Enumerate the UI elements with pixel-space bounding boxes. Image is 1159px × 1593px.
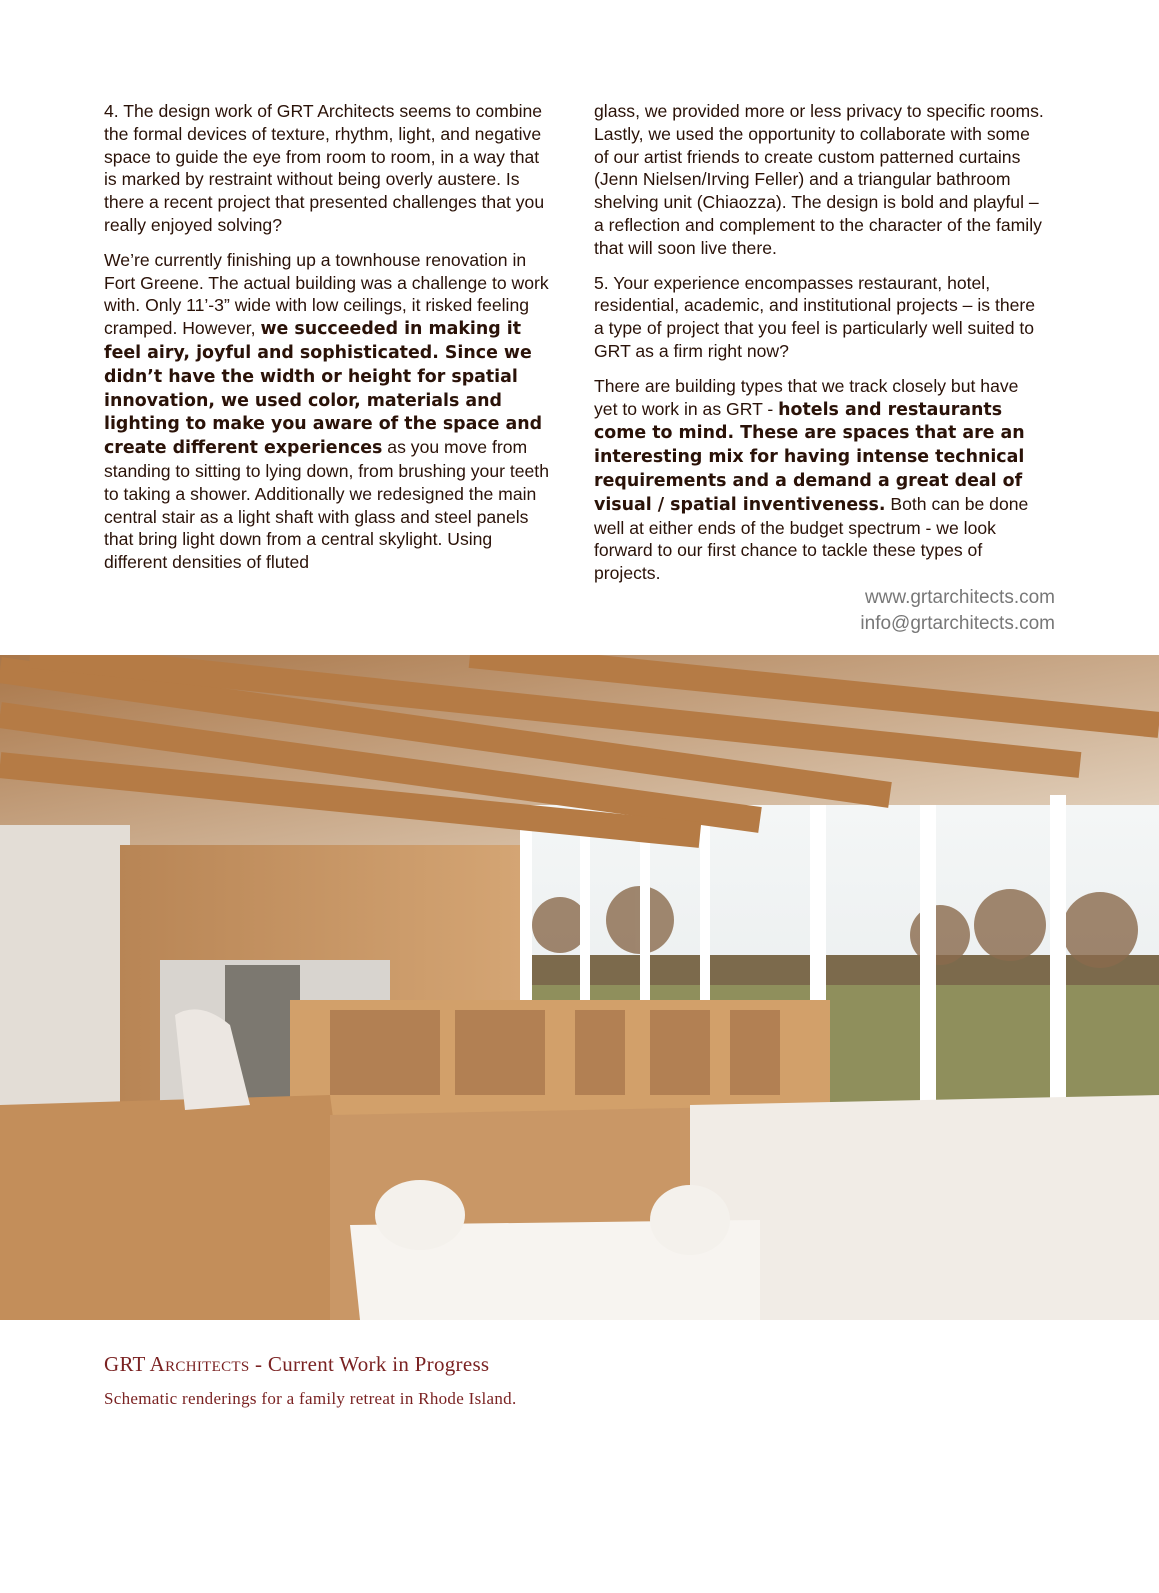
caption-title-rest: - Current Work in Progress <box>249 1352 490 1376</box>
answer-4 <box>104 249 554 574</box>
answer-4-continued: glass, we provided more or less privacy to specific rooms. Lastly, we used the opportunity to collaborate with some of our artist friends to create custom patterned curtains (Jenn Nielsen/Irving Feller) and a triangular bathroom shelving unit (Chiaozza). The design is bold and playful – a reflection and complement to the character of the family that will soon live there. <box>594 101 1044 258</box>
answer-4-text-a: We’re currently finishing up a townhouse renovation in Fort Greene. The actual building was a challenge to work with. Only 11’-3” wide with low ceilings, it risked feeling cramped. However, <box>104 249 549 339</box>
caption-title <box>104 1352 489 1377</box>
right-column <box>594 100 1046 597</box>
contact-block <box>860 585 1055 637</box>
left-column <box>104 100 554 586</box>
question-4: 4. The design work of GRT Architects seems to combine the formal devices of texture, rhythm, light, and negative space to guide the eye from room to room, in a way that is marked by restraint without being overly austere. Is there a recent project that presented challenges that you really enjoyed solving? <box>104 101 545 235</box>
website-link[interactable]: www.grtarchitects.com <box>864 587 1055 608</box>
question-5: 5. Your experience encompasses restaurant, hotel, residential, academic, and institutional projects – is there a type of project that you feel is particularly well suited to GRT as a firm right now? <box>594 272 1036 361</box>
interior-rendering-image <box>0 655 1159 1320</box>
answer-5-bold: hotels and restaurants come to mind. These are spaces that are an interesting mix for having intense technical requirements and a demand a great deal of visual / spatial inventiveness. <box>594 399 1025 515</box>
caption-firm-name: GRT Architects <box>104 1352 250 1376</box>
caption-subtitle: Schematic renderings for a family retreat in Rhode Island. <box>104 1389 517 1408</box>
email-link[interactable]: info@grtarchitects.com <box>860 613 1055 634</box>
answer-5-text-b: Both can be done well at either ends of the budget spectrum - we look forward to our first chance to tackle these types of projects. <box>594 493 1029 584</box>
answer-5 <box>594 375 1046 585</box>
answer-4-text-b: as you move from standing to sitting to lying down, from brushing your teeth to taking a shower. Additionally we redesigned the main central stair as a light shaft with glass and steel panels that bring light down from a central skylight. Using different densities of fluted <box>104 437 549 573</box>
answer-5-text-a: There are building types that we track closely but have yet to work in as GRT - <box>594 375 1019 419</box>
answer-4-bold: we succeeded in making it feel airy, joyful and sophisticated. Since we didn’t have the width or height for spatial innovation, we used color, materials and lighting to make you aware of the space and create different experiences <box>104 319 543 459</box>
